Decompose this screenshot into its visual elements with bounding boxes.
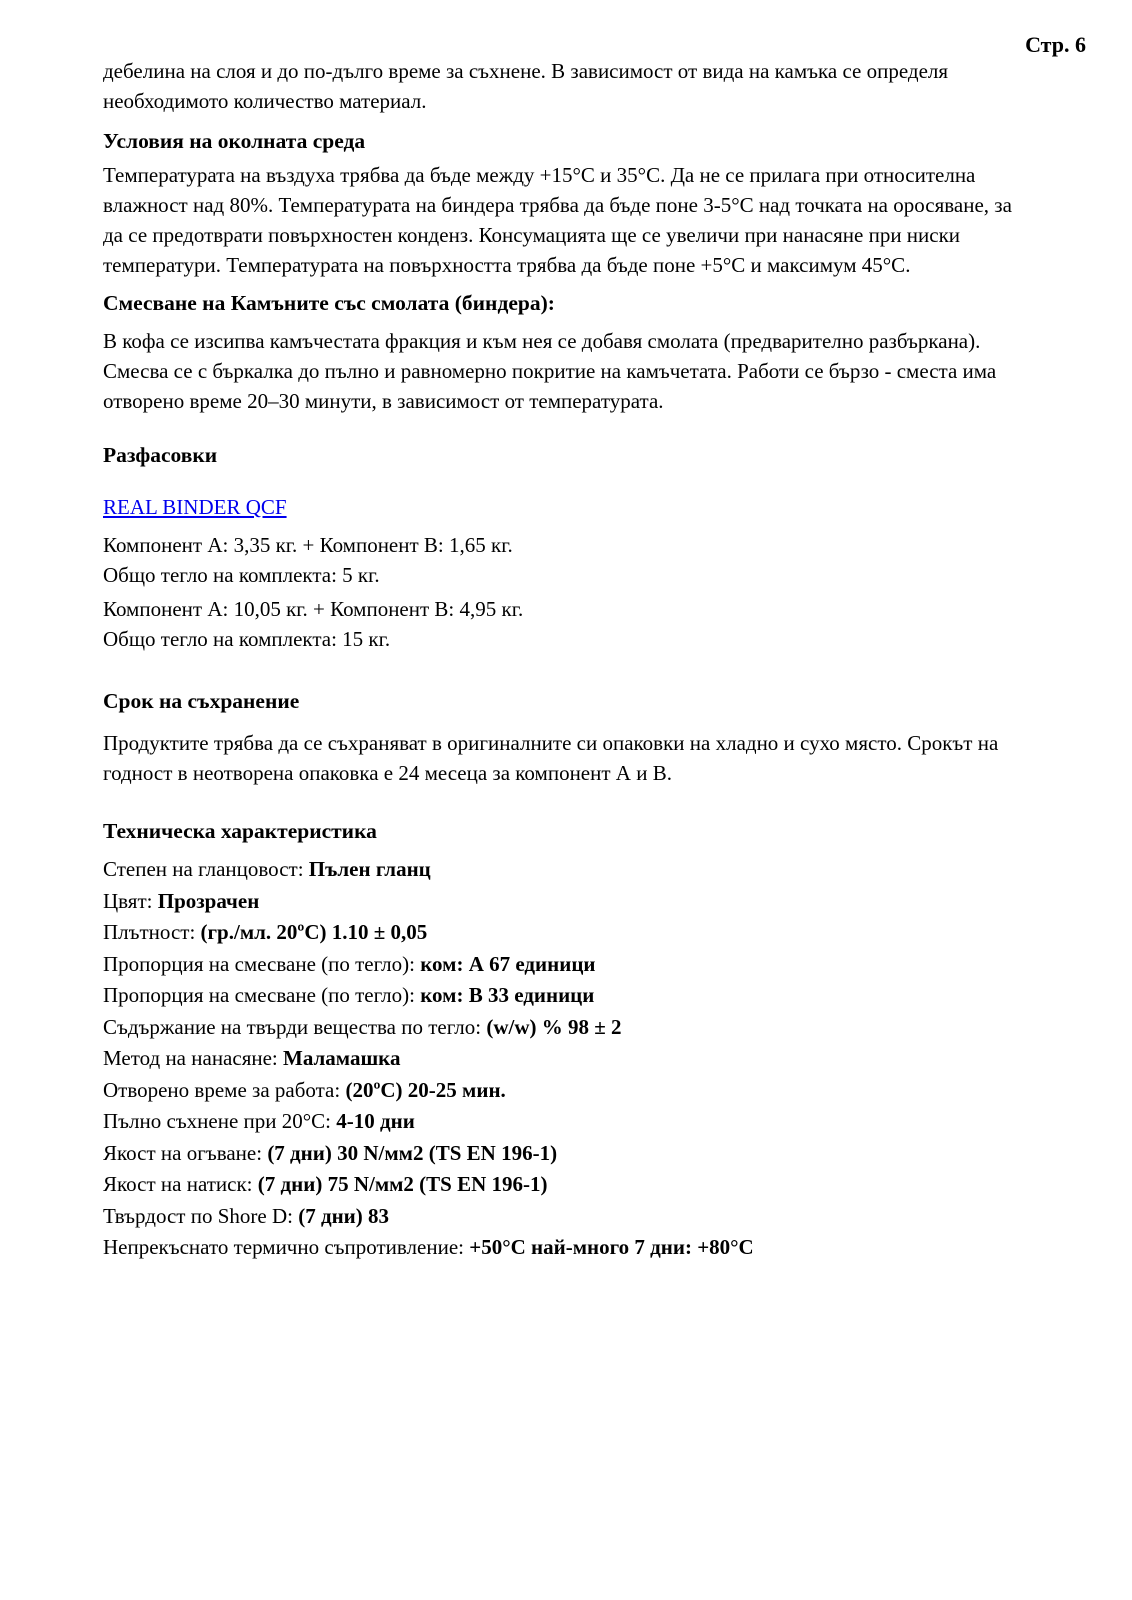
real-binder-qcf-link[interactable]: REAL BINDER QCF <box>103 495 287 519</box>
heading-mixing: Смесване на Камъните със смолата (биндера): <box>103 291 555 315</box>
spec-label: Якост на огъване: <box>103 1140 263 1165</box>
kit-15kg-total: Общо тегло на комплекта: 15 кг. <box>103 627 391 651</box>
spec-value: Пълен гланц <box>308 857 431 881</box>
spec-label: Непрекъснато термично съпротивление: <box>103 1235 464 1259</box>
ambient-conditions-paragraph: Температурата на въздуха трябва да бъде между +15°C и 35°C. Да не се прилага при относителна влажност над 80%. Температурата на биндера трябва да бъде поне 3-5°C над точката на оросяване, за да се предотврати повърхностен конденз. Консумацията ще се увеличи при нанасяне при ниски температури. Температурата на повърхността трябва да бъде поне +5°C и максимум 45°C. <box>103 163 1012 277</box>
spec-thermal-resistance <box>103 1232 1035 1264</box>
spec-label: Пропорция на смесване (по тегло): <box>103 951 415 976</box>
spec-value: ком: А 67 единици <box>420 951 596 976</box>
spec-flexural-strength <box>103 1138 1035 1170</box>
spec-value: ком: В 33 единици <box>420 983 595 1007</box>
page-number: Стр. 6 <box>1025 32 1086 57</box>
spec-full-drying <box>103 1106 1035 1138</box>
spec-label: Пропорция на смесване (по тегло): <box>103 983 415 1007</box>
spec-value: Маламашка <box>283 1046 401 1070</box>
spec-gloss-level <box>103 854 1035 886</box>
spec-label: Цвят: <box>103 888 153 913</box>
intro-paragraph: дебелина на слоя и до по-дълго време за съхнене. В зависимост от вида на камъка се определя необходимото количество материал. <box>103 59 949 113</box>
mixing-paragraph: В кофа се изсипва камъчестата фракция и към нея се добавя смолата (предварително разбъркана). Смесва се с бъркалка до пълно и равномерно покритие на камъчетата. Работи се бързо - сместа има отворено време 20–30 минути, в зависимост от температурата. <box>103 329 997 413</box>
spec-shore-d-hardness <box>103 1201 1035 1233</box>
technical-specs-list <box>103 854 1035 1264</box>
spec-label: Якост на натиск: <box>103 1172 253 1196</box>
heading-ambient-conditions: Условия на околната среда <box>103 129 366 153</box>
kit-5kg <box>103 530 1035 590</box>
heading-technical-specs: Техническа характеристика <box>103 819 377 843</box>
spec-solids-content <box>103 1012 1035 1044</box>
spec-label: Плътност: <box>103 920 196 944</box>
kit-5kg-total: Общо тегло на комплекта: 5 кг. <box>103 563 380 587</box>
spec-value: (20ºС) 20-25 мин. <box>345 1077 506 1102</box>
spec-value: (гр./мл. 20ºС) 1.10 ± 0,05 <box>200 920 428 944</box>
spec-value: (w/w) % 98 ± 2 <box>486 1014 622 1039</box>
kit-15kg-components: Компонент А: 10,05 кг. + Компонент В: 4,95 кг. <box>103 597 524 621</box>
spec-mix-ratio-b <box>103 980 1035 1012</box>
spec-open-time <box>103 1075 1035 1107</box>
spec-color <box>103 886 1035 918</box>
spec-value: +50°C най-много 7 дни: +80°C <box>469 1235 754 1259</box>
spec-value: (7 дни) 75 N/мм2 (TS EN 196-1) <box>257 1172 548 1196</box>
spec-value: 4-10 дни <box>336 1109 415 1133</box>
storage-paragraph: Продуктите трябва да се съхраняват в оригиналните си опаковки на хладно и сухо място. Срокът на годност в неотворена опаковка е 24 месеца за компонент А и В. <box>103 731 999 785</box>
spec-value: Прозрачен <box>157 888 260 913</box>
heading-packaging: Разфасовки <box>103 443 218 467</box>
spec-mix-ratio-a <box>103 949 1035 981</box>
spec-compressive-strength <box>103 1169 1035 1201</box>
spec-label: Степен на гланцовост: <box>103 857 304 881</box>
spec-label: Метод на нанасяне: <box>103 1046 278 1070</box>
kit-15kg <box>103 594 1035 654</box>
spec-label: Съдържание на твърди вещества по тегло: <box>103 1014 482 1039</box>
spec-label: Пълно съхнене при 20°C: <box>103 1109 332 1133</box>
kit-5kg-components: Компонент А: 3,35 кг. + Компонент В: 1,65 кг. <box>103 533 513 557</box>
spec-value: (7 дни) 83 <box>298 1203 390 1228</box>
spec-label: Отворено време за работа: <box>103 1077 341 1102</box>
spec-label: Твърдост по Shore D: <box>103 1203 293 1228</box>
spec-value: (7 дни) 30 N/мм2 (TS EN 196-1) <box>267 1140 558 1165</box>
heading-storage: Срок на съхранение <box>103 689 300 713</box>
spec-application-method <box>103 1043 1035 1075</box>
spec-density <box>103 917 1035 949</box>
